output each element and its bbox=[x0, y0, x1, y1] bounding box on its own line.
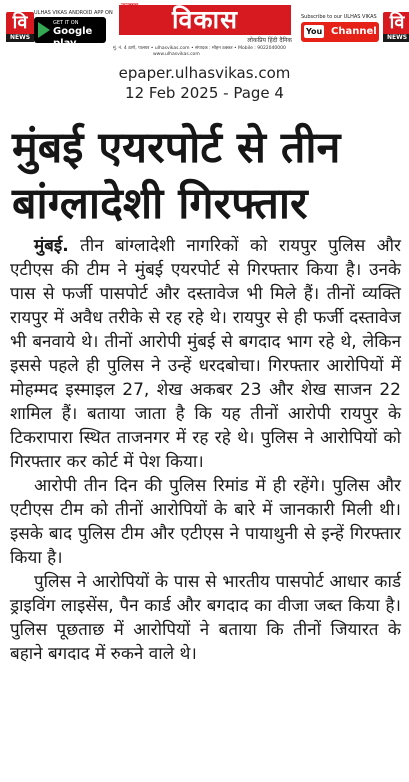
app-store-promo bbox=[34, 10, 113, 49]
masthead bbox=[0, 0, 409, 58]
publication-name: विकास bbox=[119, 5, 291, 35]
masthead-info-strip: मुं. नं. 4 ठाणे, पालघर • ulhasvikas.com • संपादक : मोहन ठक्कर • Mobile : 9022040000 bbox=[113, 46, 286, 51]
epaper-site-url[interactable]: epaper.ulhasvikas.com bbox=[118, 64, 291, 82]
store-caption: ULHAS VIKAS ANDROID APP ON bbox=[34, 10, 113, 16]
logo-letter: वि bbox=[389, 12, 405, 33]
logo-news-label: NEWS bbox=[6, 34, 34, 42]
headline-line-1: मुंबई एयरपोर्ट से तीन bbox=[12, 123, 341, 173]
vikas-news-logo-right[interactable] bbox=[383, 12, 409, 42]
article-paragraph-1 bbox=[10, 234, 401, 474]
play-badge-big-text: Google play bbox=[53, 26, 93, 49]
headline-line-2: बांग्लादेशी गिरफ्तार bbox=[12, 179, 308, 229]
logo-news-label: NEWS bbox=[383, 34, 409, 42]
article-body bbox=[10, 234, 401, 666]
google-play-badge[interactable] bbox=[34, 17, 106, 49]
publication-prefix: उल्हास bbox=[121, 2, 139, 10]
play-badge-small-text: GET IT ON bbox=[53, 20, 79, 26]
paragraph-1-text: तीन बांग्लादेशी नागरिकों को रायपुर पुलिस और एटीएस की टीम ने मुंबई एयरपोर्ट से गिरफ्तार किया है। उनके पास से फर्जी पासपोर्ट और दस्तावेज भी मिले हैं। तीनों व्यक्ति रायपुर में अवैध तरीके से रह रहे थे। रायपुर से ही फर्जी दस्तावेज भी बनवाये थे। तीनों आरोपी मुंबई से बगदाद भाग रहे थे, लेकिन इससे पहले ही पुलिस ने उन्हें धरदबोचा। गिरफ्तार आरोपियों में मोहम्मद इस्माइल 27, शेख अकबर 23 और शेख साजन 22 शामिल हैं। बताया जाता है कि यह तीनों आरोपी रायपुर के टिकरापारा स्थित ताजनगर में रह रहे थे। पुलिस ने आरोपियों को गिरफ्तार कर कोर्ट में पेश किया। bbox=[10, 236, 401, 472]
article-headline bbox=[12, 120, 402, 232]
publication-tagline: लोकप्रिय हिंदी दैनिक bbox=[247, 37, 292, 44]
vikas-news-logo-left[interactable] bbox=[6, 12, 34, 42]
masthead-website: www.ulhasvikas.com bbox=[153, 52, 200, 57]
article-paragraph-3: पुलिस ने आरोपियों के पास से भारतीय पासपोर्ट आधार कार्ड ड्राइविंग लाइसेंस, पैन कार्ड और बगदाद का वीजा जब्त किया है। पुलिस पूछताछ में आरोपियों ने बताया कि तीनों जियारत के बहाने बगदाद में रुकने वाले थे। bbox=[10, 572, 401, 664]
newspaper-nameplate[interactable] bbox=[113, 2, 296, 56]
youtube-caption: Subscribe to our ULHAS VIKAS bbox=[301, 14, 377, 20]
youtube-channel-label: Channel bbox=[331, 26, 377, 37]
youtube-logo-icon: You bbox=[306, 27, 323, 36]
logo-letter: वि bbox=[12, 12, 28, 33]
google-play-icon bbox=[38, 22, 50, 38]
article-dateline: मुंबई. bbox=[34, 236, 69, 256]
edition-date-page: 12 Feb 2025 - Page 4 bbox=[125, 84, 284, 102]
youtube-channel-button[interactable] bbox=[301, 22, 379, 42]
youtube-promo bbox=[301, 14, 381, 42]
article-paragraph-2: आरोपी तीन दिन की पुलिस रिमांड में ही रहेंगे। पुलिस और एटीएस टीम को तीनों आरोपियों के बारे में जानकारी मिली थी। इसके बाद पुलिस टीम और एटीएस ने पायाथुनी से इन्हें गिरफ्तार किया है। bbox=[10, 476, 401, 568]
